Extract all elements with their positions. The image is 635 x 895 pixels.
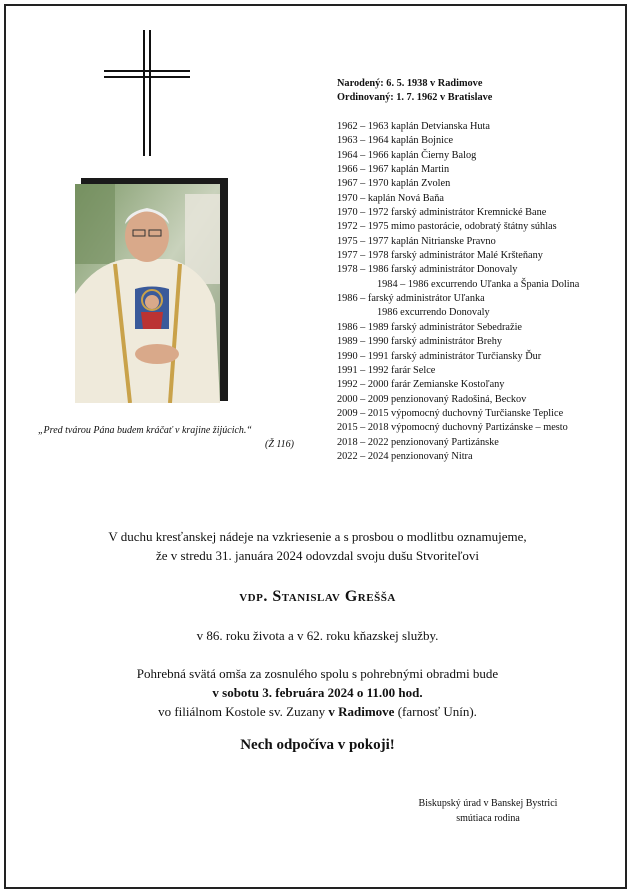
name-last: Greššа (344, 588, 396, 605)
career-item: 1970 – 1972 farský administrátor Kremnické Bane (337, 207, 547, 219)
career-item: 2015 – 2018 výpomocný duchovný Partizánske – mesto (337, 422, 568, 434)
career-item: 1986 – 1989 farský administrátor Sebedražie (337, 321, 523, 333)
career-item: 1978 – 1986 farský administrátor Donovaly (337, 264, 518, 276)
career-item: 2009 – 2015 výpomocný duchovný Turčianske Teplice (337, 407, 564, 419)
scripture-quote: „Pred tvárou Pána budem kráčať v krajine žijúcich.“ (38, 425, 252, 436)
age-line: v 86. roku života a v 62. roku kňazskej služby. (196, 628, 439, 643)
career-item: 1972 – 1975 mimo pastorácie, odobratý štátny súhlas (337, 221, 557, 233)
name-prefix: vdp. (239, 588, 268, 605)
career-item: 2022 – 2024 penzionovaný Nitra (337, 450, 473, 462)
career-item: 1967 – 1970 kaplán Zvolen (337, 178, 451, 190)
career-item: 1962 – 1963 kaplán Detvianska Huta (337, 121, 490, 132)
signature-block (370, 796, 606, 826)
career-item: 1989 – 1990 farský administrátor Brehy (337, 336, 503, 348)
career-item: 1991 – 1992 farár Selce (337, 364, 436, 376)
deceased-name (0, 588, 635, 606)
funeral-info (0, 664, 635, 721)
name-first: Stanislav (272, 588, 341, 605)
signature-family: smútiaca rodina (456, 813, 520, 824)
death-notice (0, 527, 635, 565)
funeral-place: v Radimove (328, 704, 395, 719)
scripture-reference: (Ž 116) (265, 439, 294, 450)
portrait-photo (75, 184, 220, 403)
funeral-line-1: Pohrebná svätá omša za zosnulého spolu s pohrebnými obradmi bude (136, 666, 499, 681)
funeral-date: v sobotu 3. februára 2024 o 11.00 hod. (212, 685, 423, 700)
career-list (337, 120, 579, 464)
career-item: 1975 – 1977 kaplán Nitrianske Pravno (337, 235, 496, 247)
career-item: 1966 – 1967 kaplán Martin (337, 164, 450, 176)
birth-line: Narodený: 6. 5. 1938 v Radimove (337, 78, 483, 89)
ordination-line: Ordinovaný: 1. 7. 1962 v Bratislave (337, 92, 493, 103)
career-item: 1963 – 1964 kaplán Bojnice (337, 135, 454, 147)
career-item: 1964 – 1966 kaplán Čierny Balog (337, 149, 477, 161)
career-item: 1977 – 1978 farský administrátor Malé Kršteňany (337, 250, 543, 262)
career-item: 1992 – 2000 farár Zemianske Kostoľany (337, 379, 505, 391)
funeral-church: vo filiálnom Kostole sv. Zuzany (158, 704, 329, 719)
career-item: 1970 – kaplán Nová Baňa (337, 192, 444, 204)
signature-diocese: Biskupský úrad v Banskej Bystrici (418, 798, 558, 809)
notice-line-1: V duchu kresťanskej nádeje na vzkriesenie a s prosbou o modlitbu oznamujeme, (108, 529, 527, 544)
bio-header (337, 77, 492, 105)
career-item: 1990 – 1991 farský administrátor Turčiansky Ďur (337, 350, 542, 362)
career-item: 2000 – 2009 penzionovaný Radošiná, Beckov (337, 393, 527, 405)
career-item: 2018 – 2022 penzionovaný Partizánske (337, 436, 499, 448)
notice-line-2: že v stredu 31. januára 2024 odovzdal svoju dušu Stvoriteľovi (155, 548, 479, 563)
career-item: 1986 – farský administrátor Uľanka (337, 293, 485, 305)
cross-icon (104, 30, 190, 156)
career-item: 1984 – 1986 excurrendo Uľanka a Španiа Dolina (377, 278, 580, 290)
funeral-parish: (farnosť Unín). (394, 704, 477, 719)
closing-prayer: Nech odpočíva v pokoji! (240, 737, 395, 753)
funeral-line-3 (0, 702, 635, 721)
career-item: 1986 excurrendo Donovaly (377, 307, 490, 319)
